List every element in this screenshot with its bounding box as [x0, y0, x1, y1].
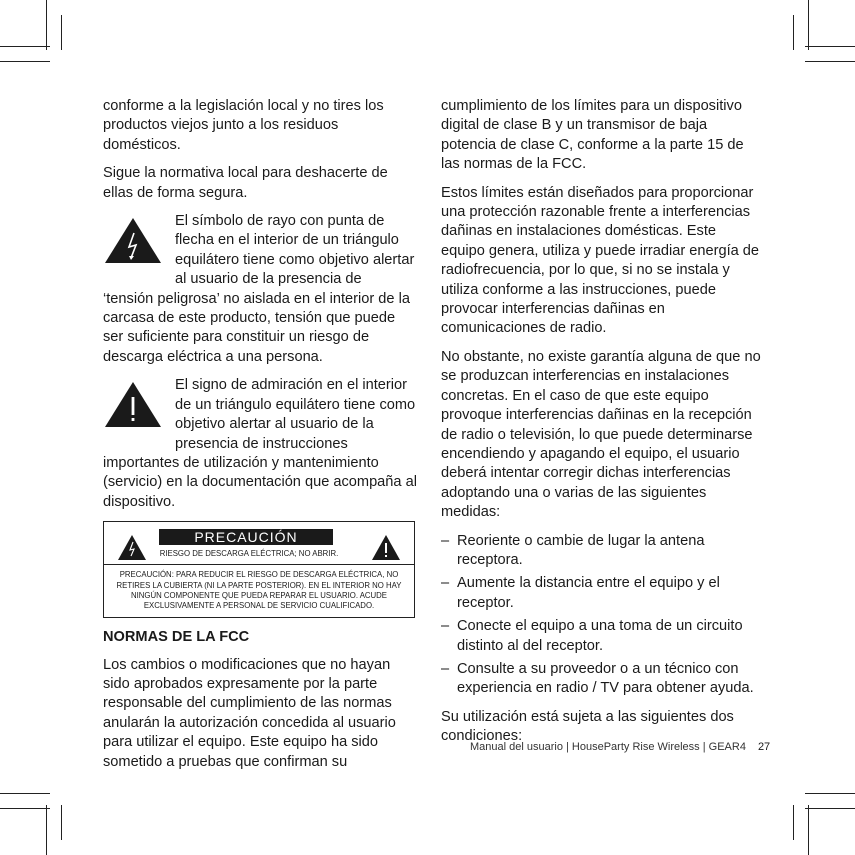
crop-mark — [61, 15, 62, 50]
crop-mark — [0, 61, 50, 62]
crop-mark — [0, 46, 50, 47]
no-guarantee-paragraph: No obstante, no existe garantía alguna de que no se produzcan interferencias en instalaciones concretas. En el caso de que este equipo provoque interferencias dañinas en la recepción de radio o televisión, lo que puede determinarse encendiendo y apagando el equipo, el usuario deberá intentar corregir dichas interferencias adoptando una o varias de las siguientes medidas: — [441, 348, 761, 521]
crop-mark — [805, 793, 855, 794]
caution-title: PRECAUCIÓN — [159, 529, 333, 545]
lightning-warning-icon — [103, 216, 163, 266]
right-column — [441, 97, 761, 756]
caution-subtitle: RIESGO DE DESCARGA ELÉCTRICA; NO ABRIR. — [159, 549, 339, 559]
exclamation-warning-icon — [371, 534, 401, 561]
conditions-paragraph: Su utilización está sujeta a las siguientes dos condiciones: — [441, 708, 734, 745]
list-item: – Conecte el equipo a una toma de un circuito distinto al del receptor. — [441, 618, 743, 654]
exclamation-symbol-text: El signo de admiración en el interior de un triángulo equilátero tiene como objetivo alertar al usuario de la presencia de instrucciones — [175, 377, 416, 452]
fcc-paragraph: Los cambios o modificaciones que no hayan sido aprobados expresamente por la parte responsable del cumplimiento de las normas anularán la autorización concedida al usuario para utilizar el equipo. Este equipo ha sido sometido a pruebas que confirman su — [103, 656, 396, 770]
caution-label — [103, 521, 415, 618]
lightning-symbol-text-continued: ‘tensión peligrosa’ no aislada en el interior de la carcasa de este producto, tensión que puede ser suficiente para constituir un riesgo de descarga eléctrica a una persona. — [103, 290, 410, 365]
left-column — [103, 97, 418, 781]
lightning-warning-icon — [117, 534, 147, 561]
crop-mark — [805, 46, 855, 47]
limits-paragraph: Estos límites están diseñados para proporcionar una protección razonable frente a interferencias dañinas en instalaciones domésticas. Este equipo genera, utiliza y puede irradiar energía de radiofrecuencia, por lo que, si no se instala y utiliza conforme a las instrucciones, puede provocar interferencias dañinas en comunicaciones de radio. — [441, 184, 760, 337]
measures-list — [441, 532, 761, 699]
exclamation-warning-icon — [103, 380, 163, 430]
crop-mark — [793, 805, 794, 840]
lightning-symbol-block — [103, 212, 418, 367]
crop-mark — [808, 805, 809, 855]
crop-mark — [793, 15, 794, 50]
lightning-symbol-text: El símbolo de rayo con punta de flecha en el interior de un triángulo equilátero tiene como objetivo alertar al usuario de la presencia de — [175, 213, 415, 288]
disposal-paragraph: conforme a la legislación local y no tires los productos viejos junto a los residuos domésticos. — [103, 98, 384, 153]
exclamation-symbol-text-continued: importantes de utilización y mantenimiento (servicio) en la documentación que acompaña al dispositivo. — [103, 454, 417, 510]
crop-mark — [46, 805, 47, 855]
crop-mark — [46, 0, 47, 50]
crop-mark — [0, 793, 50, 794]
footer-text: Manual del usuario | HouseParty Rise Wireless | GEAR4 — [470, 741, 746, 753]
crop-mark — [808, 0, 809, 50]
page-number: 27 — [757, 741, 771, 753]
fcc-compliance-paragraph: cumplimiento de los límites para un dispositivo digital de clase B y un transmisor de baja potencia de clase C, conforme a la parte 15 de las normas de la FCC. — [441, 98, 744, 173]
crop-mark — [0, 808, 50, 809]
fcc-heading: NORMAS DE LA FCC — [103, 629, 250, 646]
caution-divider — [104, 564, 414, 565]
crop-mark — [805, 808, 855, 809]
exclamation-symbol-block — [103, 376, 418, 512]
list-item: – Aumente la distancia entre el equipo y el receptor. — [441, 575, 720, 611]
local-regulation-paragraph: Sigue la normativa local para deshacerte de ellas de forma segura. — [103, 165, 388, 201]
list-item: – Consulte a su proveedor o a un técnico con experiencia en radio / TV para obtener ayuda. — [441, 660, 754, 697]
list-item: – Reoriente o cambie de lugar la antena receptora. — [441, 532, 705, 568]
crop-mark — [61, 805, 62, 840]
page-footer — [470, 741, 770, 753]
caution-body: PRECAUCIÓN: PARA REDUCIR EL RIESGO DE DESCARGA ELÉCTRICA, NO RETIRES LA CUBIERTA (NI LA PARTE POSTERIOR). EN EL INTERIOR NO HAY NINGÚN COMPONENTE QUE PUEDA REPARAR EL USUARIO. ACUDE EXCLUSIVAMENTE A PERSONAL DE SERVICIO CUALIFICADO. — [116, 570, 402, 611]
crop-mark — [805, 61, 855, 62]
